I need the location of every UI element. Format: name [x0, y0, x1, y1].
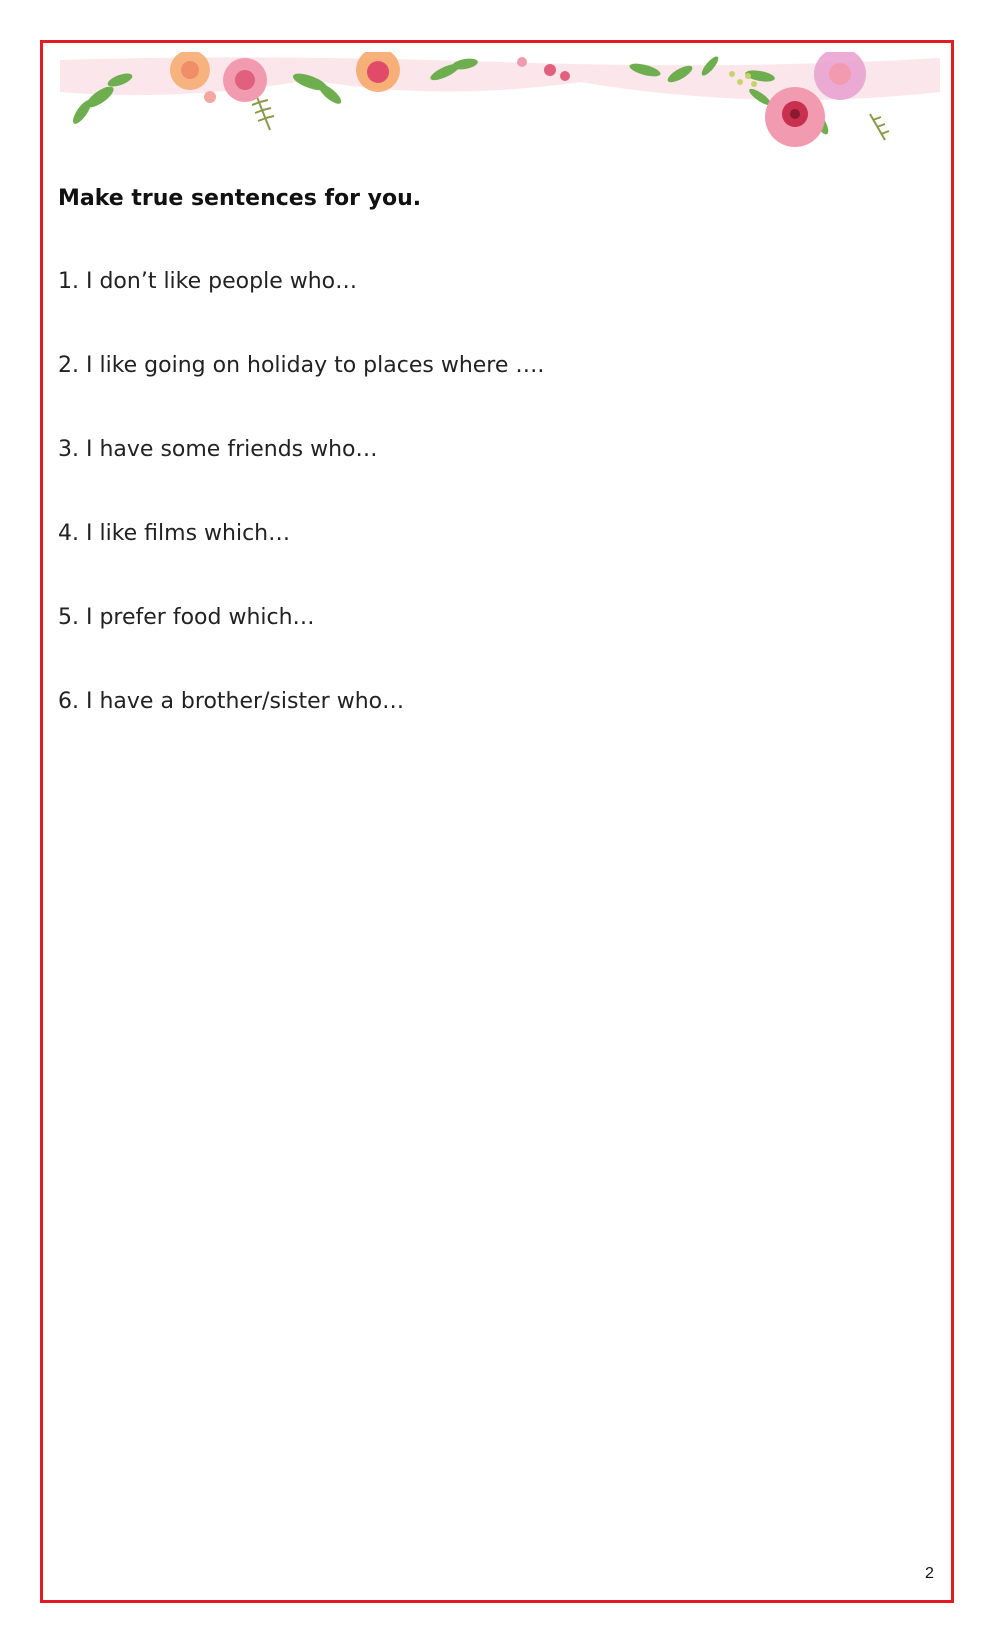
sentence-prompt-4: 4. I like films which… [58, 521, 291, 546]
floral-header-decoration [60, 52, 940, 162]
sentence-prompt-5: 5. I prefer food which… [58, 605, 315, 630]
instruction-heading: Make true sentences for you. [58, 186, 422, 211]
sentence-prompt-6: 6. I have a brother/sister who… [58, 689, 405, 714]
sentence-prompt-3: 3. I have some friends who… [58, 437, 378, 462]
sentence-prompt-1: 1. I don’t like people who… [58, 269, 358, 294]
page-number: 2 [925, 1565, 934, 1582]
sentence-prompt-2: 2. I like going on holiday to places where …. [58, 353, 545, 378]
sentence-prompt-list [58, 268, 544, 772]
